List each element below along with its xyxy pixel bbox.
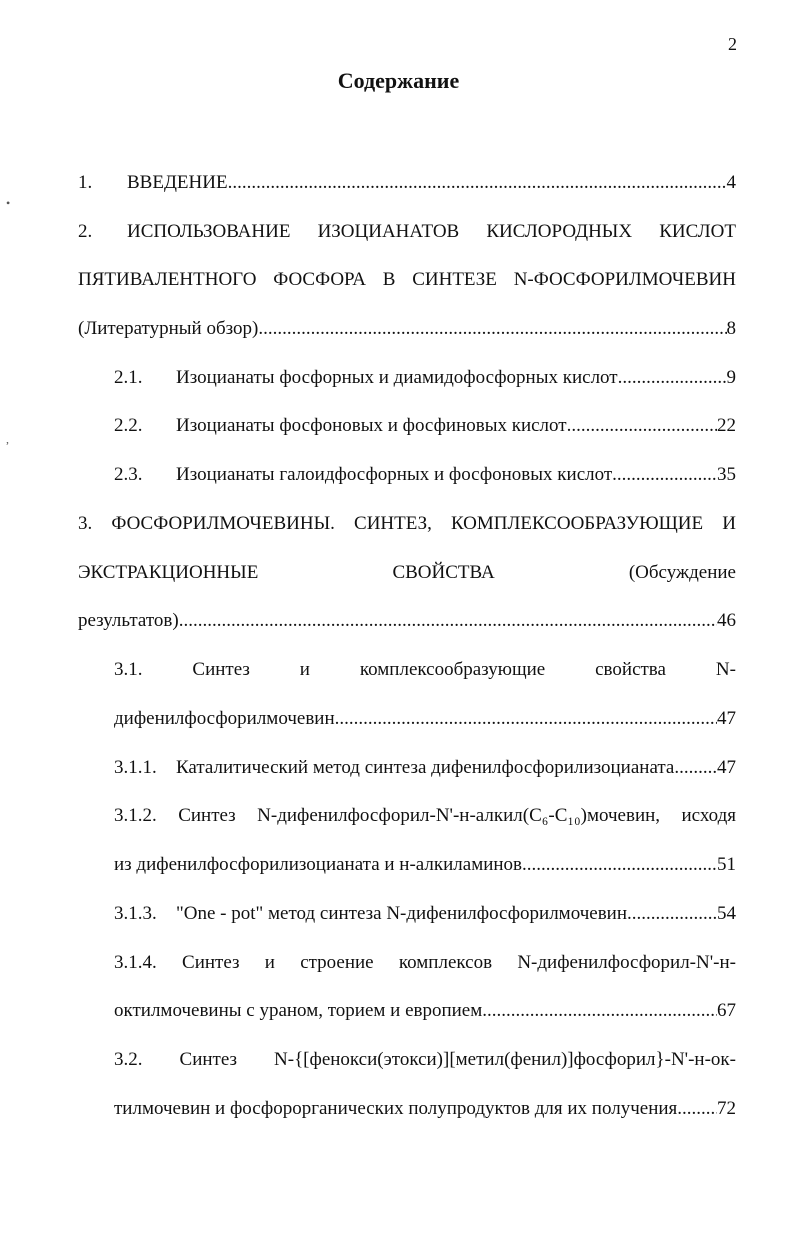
toc-entry-text: Изоцианаты галоидфосфорных и фосфоновых кислот	[176, 464, 613, 485]
toc-entry-number: 1.	[78, 172, 93, 193]
toc-entry-number: 2.2.	[114, 415, 143, 436]
toc-entry-page: 9	[726, 367, 736, 388]
toc-word: 3.	[78, 513, 93, 534]
toc-entry-page: 67	[717, 1000, 736, 1021]
toc-entry-text: "One - pot" метод синтеза N-дифенилфосфорилмочевин	[176, 903, 628, 924]
toc-word: N-{[фенокси(этокси)][метил(фенил)]фосфорил}-N'-н-ок-	[274, 1049, 736, 1070]
toc-word: Синтез	[179, 1049, 237, 1070]
toc-leader-dots	[674, 756, 717, 780]
toc-entry-page: 47	[717, 757, 736, 778]
page-title: Содержание	[337, 68, 460, 93]
toc-word: И	[722, 513, 736, 534]
page-number: 2	[728, 34, 737, 54]
toc-leader-dots	[627, 902, 717, 926]
toc-word: ИСПОЛЬЗОВАНИЕ	[127, 221, 291, 242]
toc-entry-3-1-line1[interactable]	[114, 658, 736, 682]
toc-entry-page: 4	[726, 172, 736, 193]
toc-entry-results-line1[interactable]	[78, 512, 736, 536]
toc-entry-number: 2.1.	[114, 367, 143, 388]
toc-entry-page: 47	[717, 708, 736, 729]
toc-entry-number: 2.	[78, 221, 93, 242]
toc-entry-page: 72	[717, 1098, 736, 1119]
toc-word: КИСЛОТ	[659, 221, 736, 242]
toc-entry-text: тилмочевин и фосфорорганических полупродуктов для их получения	[114, 1098, 678, 1119]
toc-word: Синтез	[192, 659, 250, 680]
toc-entry-3-1-line2[interactable]	[114, 707, 736, 731]
toc-word: 3.1.4.	[114, 952, 157, 973]
toc-word: 3.1.	[114, 659, 143, 680]
toc-leader-dots	[522, 853, 717, 877]
toc-entry-page: 54	[717, 903, 736, 924]
toc-word: ИЗОЦИАНАТОВ	[317, 221, 460, 242]
toc-entry-2-1[interactable]	[114, 366, 736, 390]
toc-entry-text: Изоцианаты фосфоновых и фосфиновых кислот	[176, 415, 567, 436]
toc-entry-3-1-4-line1[interactable]	[114, 951, 736, 975]
toc-word: N-дифенилфосфорил-N'-н-	[517, 952, 736, 973]
toc-leader-dots	[258, 317, 726, 341]
toc-entry-review-line2[interactable]	[78, 268, 736, 292]
toc-word: комплексов	[398, 952, 493, 973]
toc-entry-number: 2.3.	[114, 464, 143, 485]
toc-word: строение	[300, 952, 374, 973]
toc-entry-page: 51	[717, 854, 736, 875]
toc-word: Синтез	[182, 952, 240, 973]
toc-word: ФОСФОРА	[273, 269, 366, 290]
toc-word: исходя	[681, 805, 736, 826]
toc-word: Синтез	[178, 805, 236, 826]
toc-leader-dots	[612, 463, 717, 487]
toc-entry-3-1-1[interactable]	[114, 756, 736, 780]
toc-word: ЭКСТРАКЦИОННЫЕ	[78, 562, 259, 583]
toc-entry-text: (Литературный обзор)	[78, 318, 259, 339]
toc-leader-dots	[618, 366, 727, 390]
toc-entry-text: из дифенилфосфорилизоцианата и н-алкиламинов	[114, 854, 523, 875]
toc-leader-dots	[179, 609, 717, 633]
toc-word: свойства	[595, 659, 666, 680]
toc-word: КИСЛОРОДНЫХ	[486, 221, 633, 242]
toc-entry-text: дифенилфосфорилмочевин	[114, 708, 335, 729]
toc-word: ПЯТИВАЛЕНТНОГО	[78, 269, 257, 290]
toc-entry-number: 3.1.1.	[114, 757, 157, 778]
toc-leader-dots	[228, 171, 727, 195]
toc-entry-2-3[interactable]	[114, 463, 736, 487]
toc-entry-3-1-2-line1[interactable]	[114, 804, 736, 828]
scan-speck-1: •	[6, 196, 11, 210]
toc-word: N-дифенилфосфорил-N'-н-алкил(C₆-C₁₀)мочевин,	[257, 805, 661, 826]
toc-entry-3-1-2-line2[interactable]	[114, 853, 736, 877]
toc-entry-page: 46	[717, 610, 736, 631]
toc-entry-introduction[interactable]	[78, 171, 736, 195]
toc-word: и	[264, 952, 275, 973]
toc-entry-2-2[interactable]	[114, 414, 736, 438]
toc-entry-text: октилмочевины с ураном, торием и европием	[114, 1000, 483, 1021]
toc-entry-page: 22	[717, 415, 736, 436]
toc-leader-dots	[335, 707, 717, 731]
toc-entry-text: результатов)	[78, 610, 179, 631]
toc-entry-3-2-line2[interactable]	[114, 1097, 736, 1121]
toc-leader-dots	[482, 999, 717, 1023]
toc-word: СВОЙСТВА	[392, 562, 495, 583]
toc-entry-review-line1[interactable]	[78, 220, 736, 244]
scan-speck-2: ,	[6, 432, 9, 446]
toc-leader-dots	[567, 414, 717, 438]
toc-word: комплексообразующие	[359, 659, 546, 680]
toc-entry-page: 8	[726, 318, 736, 339]
toc-entry-results-line2[interactable]	[78, 561, 736, 585]
toc-entry-3-1-4-line2[interactable]	[114, 999, 736, 1023]
toc-entry-3-2-line1[interactable]	[114, 1048, 736, 1072]
toc-word: (Обсуждение	[628, 562, 736, 583]
toc-word: и	[299, 659, 310, 680]
toc-word: N-ФОСФОРИЛМОЧЕВИН	[513, 269, 736, 290]
toc-word: 3.2.	[114, 1049, 143, 1070]
toc-entry-results-line3[interactable]	[78, 609, 736, 633]
toc-entry-review-line3[interactable]	[78, 317, 736, 341]
toc-entry-text: Изоцианаты фосфорных и диамидофосфорных кислот	[176, 367, 618, 388]
toc-word: ФОСФОРИЛМОЧЕВИНЫ.	[111, 513, 335, 534]
toc-word: N-	[715, 659, 736, 680]
toc-entry-text: ВВЕДЕНИЕ	[127, 172, 228, 193]
toc-entry-text: Каталитический метод синтеза дифенилфосфорилизоцианата	[176, 757, 675, 778]
toc-word: 3.1.2.	[114, 805, 157, 826]
toc-word: СИНТЕЗЕ	[412, 269, 497, 290]
toc-leader-dots	[677, 1097, 717, 1121]
toc-word: В	[382, 269, 396, 290]
toc-word: СИНТЕЗ,	[354, 513, 432, 534]
toc-entry-page: 35	[717, 464, 736, 485]
toc-word: КОМПЛЕКСООБРАЗУЮЩИЕ	[450, 513, 704, 534]
toc-entry-3-1-3[interactable]	[114, 902, 736, 926]
toc-entry-number: 3.1.3.	[114, 903, 157, 924]
